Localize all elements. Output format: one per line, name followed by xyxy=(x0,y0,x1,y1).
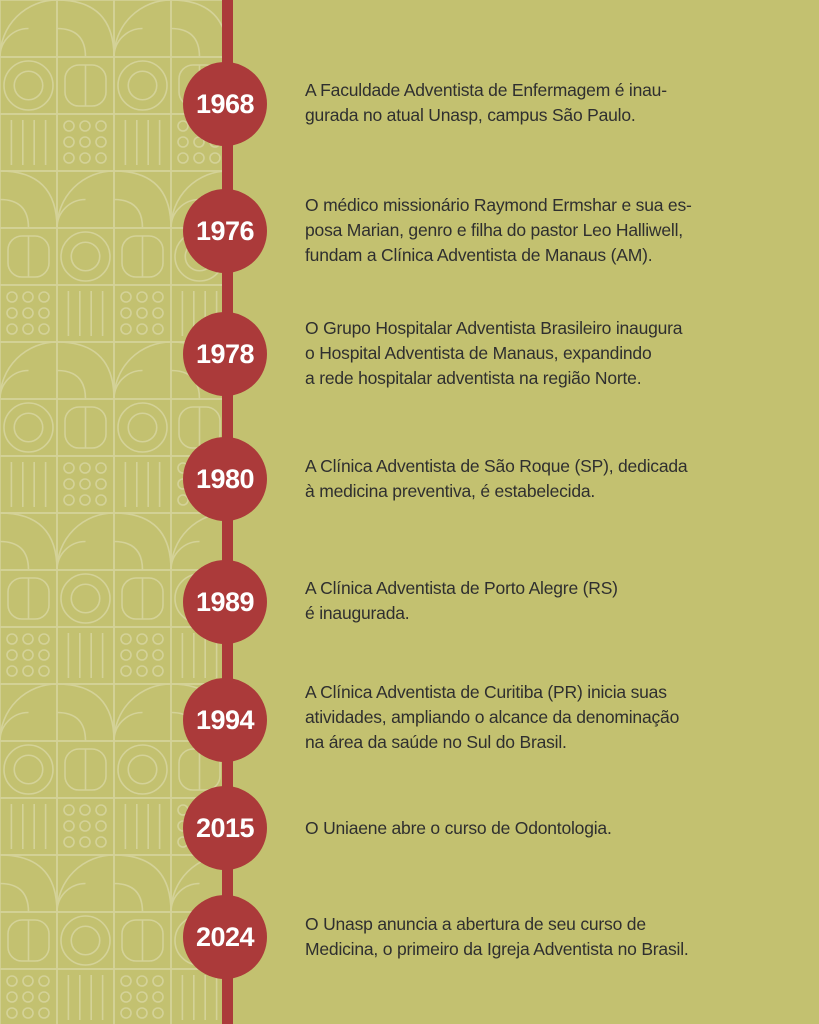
description-line: na área da saúde no Sul do Brasil. xyxy=(305,732,567,752)
description-line: A Clínica Adventista de Porto Alegre (RS) xyxy=(305,578,618,598)
description-line: O Grupo Hospitalar Adventista Brasileiro inaugura xyxy=(305,318,683,338)
year-badge: 1978 xyxy=(183,312,267,396)
decorative-pattern xyxy=(0,0,228,1024)
event-description xyxy=(305,316,775,391)
year-badge: 1994 xyxy=(183,678,267,762)
event-description xyxy=(305,576,775,626)
event-description xyxy=(305,680,775,755)
description-line: a rede hospitalar adventista na região Norte. xyxy=(305,368,642,388)
event-description xyxy=(305,193,775,268)
description-line: A Clínica Adventista de São Roque (SP), dedicada xyxy=(305,456,688,476)
year-badge: 1989 xyxy=(183,560,267,644)
description-line: posa Marian, genro e filha do pastor Leo Halliwell, xyxy=(305,220,683,240)
description-line: atividades, ampliando o alcance da denominação xyxy=(305,707,680,727)
description-line: O Uniaene abre o curso de Odontologia. xyxy=(305,818,612,838)
event-description xyxy=(305,454,775,504)
event-description xyxy=(305,816,775,841)
year-badge: 1976 xyxy=(183,189,267,273)
description-line: é inaugurada. xyxy=(305,603,410,623)
description-line: Medicina, o primeiro da Igreja Adventista no Brasil. xyxy=(305,939,689,959)
description-line: fundam a Clínica Adventista de Manaus (AM). xyxy=(305,245,653,265)
year-badge: 1980 xyxy=(183,437,267,521)
description-line: O Unasp anuncia a abertura de seu curso de xyxy=(305,914,646,934)
event-description xyxy=(305,78,775,128)
description-line: O médico missionário Raymond Ermshar e sua es- xyxy=(305,195,692,215)
year-badge: 2015 xyxy=(183,786,267,870)
year-badge: 2024 xyxy=(183,895,267,979)
description-line: A Clínica Adventista de Curitiba (PR) inicia suas xyxy=(305,682,667,702)
year-badge: 1968 xyxy=(183,62,267,146)
description-line: o Hospital Adventista de Manaus, expandindo xyxy=(305,343,652,363)
event-description xyxy=(305,912,775,962)
description-line: à medicina preventiva, é estabelecida. xyxy=(305,481,596,501)
description-line: A Faculdade Adventista de Enfermagem é inau- xyxy=(305,80,667,100)
description-line: gurada no atual Unasp, campus São Paulo. xyxy=(305,105,636,125)
